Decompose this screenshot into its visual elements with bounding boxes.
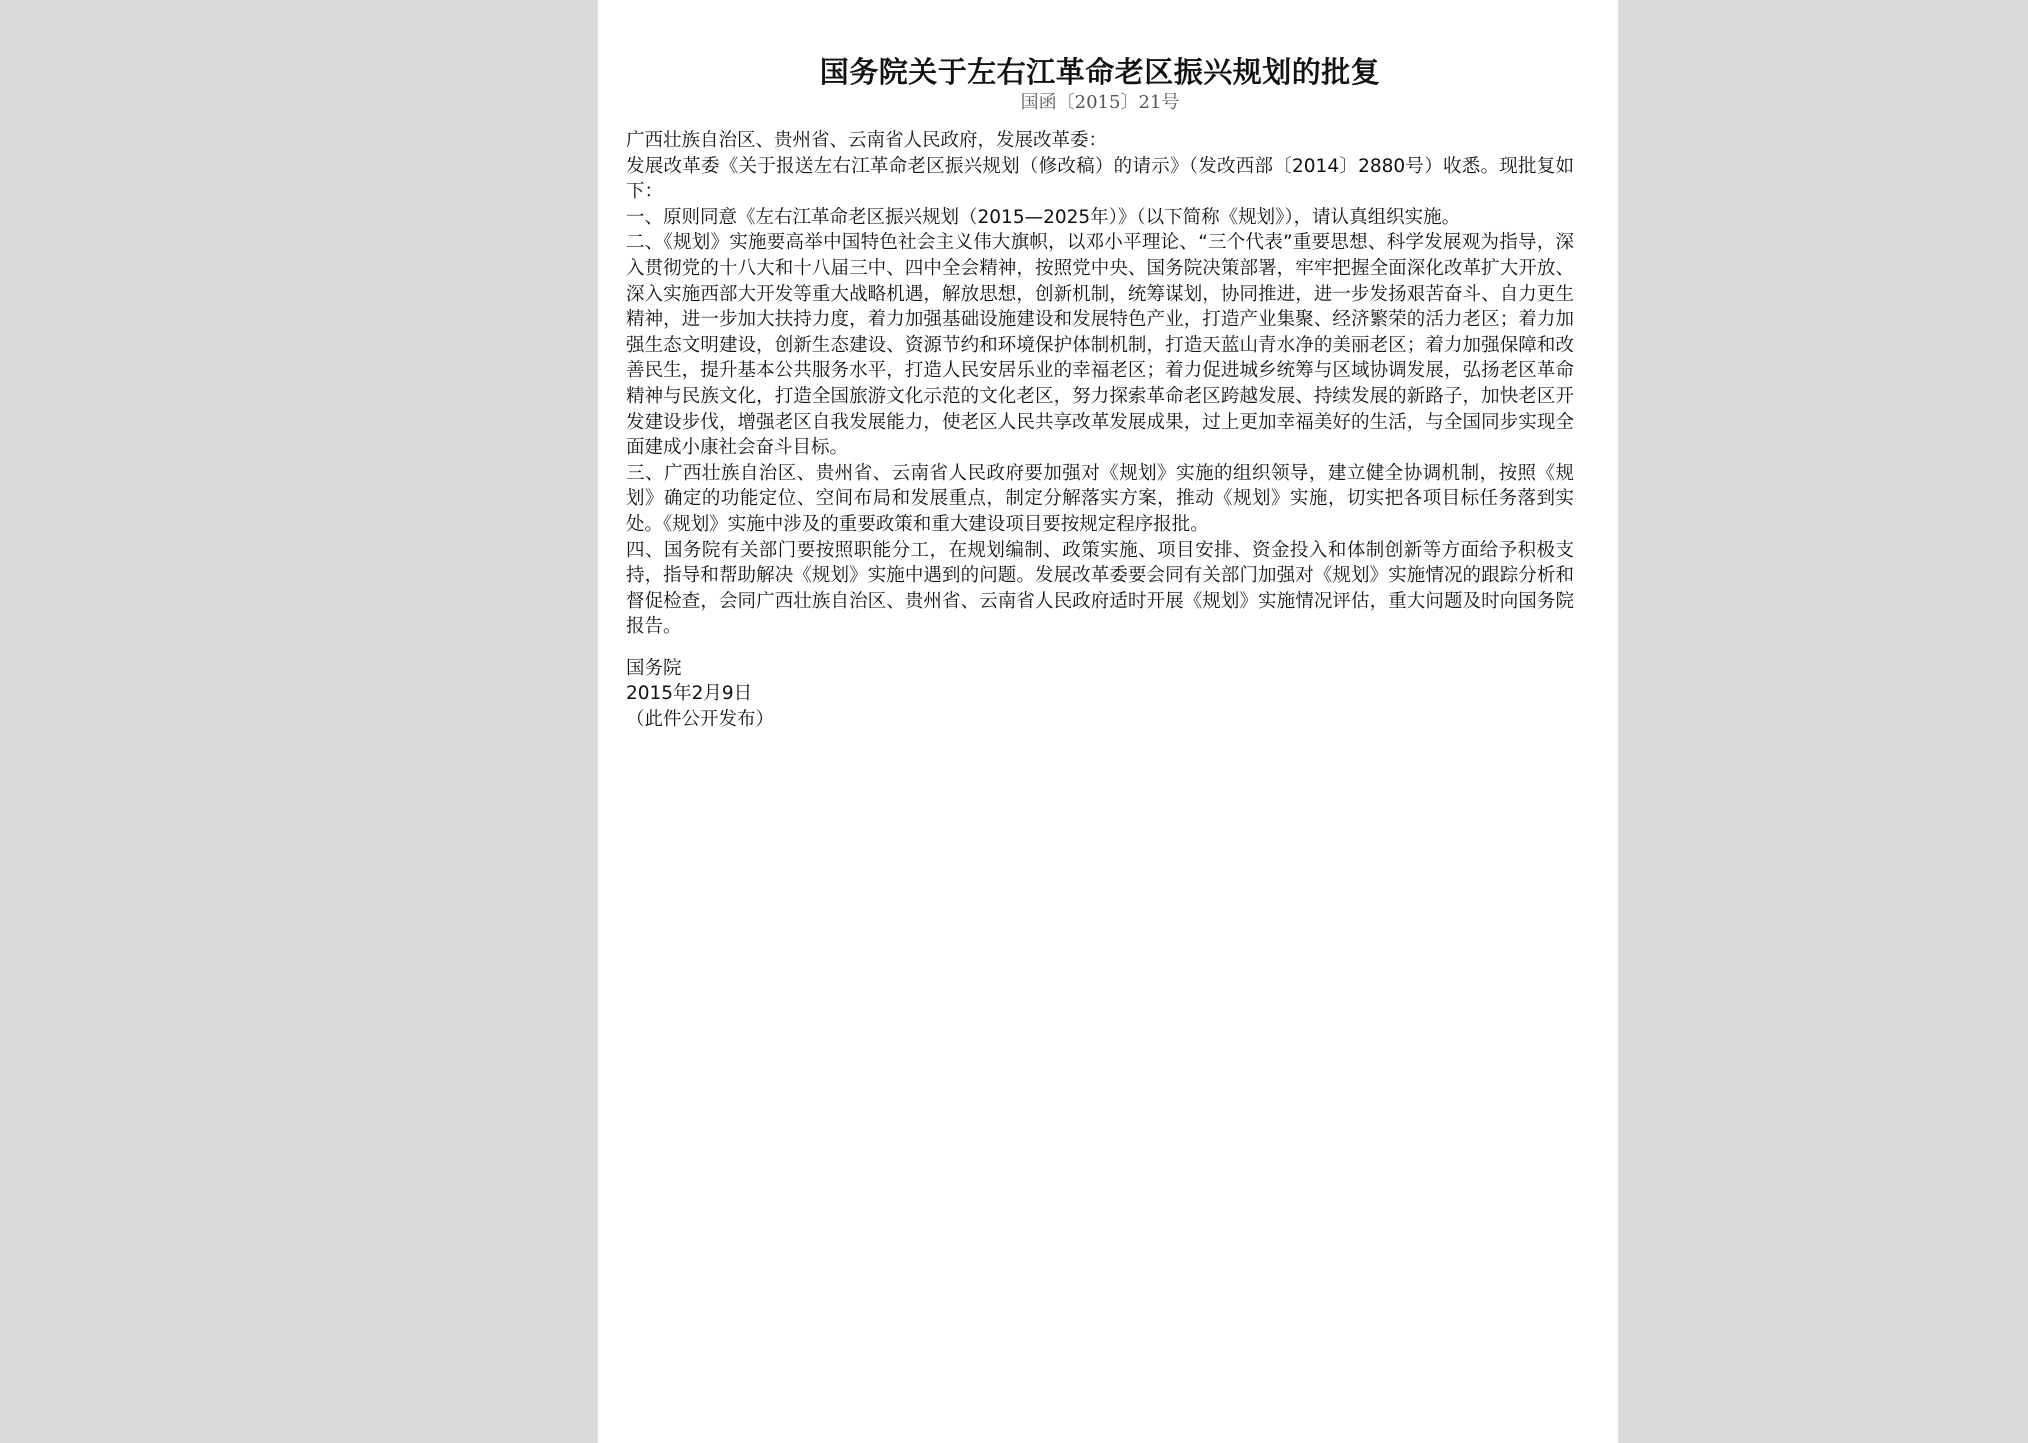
salutation: 广西壮族自治区、贵州省、云南省人民政府，发展改革委： — [626, 130, 1108, 151]
document-number: 国函〔2015〕21号 — [1020, 92, 1180, 113]
signature-block — [626, 656, 1574, 733]
body-paragraph: 一、原则同意《左右江革命老区振兴规划（2015—2025年）》（以下简称《规划》），请认真组织实施。 — [626, 206, 1461, 228]
body-paragraph: 发展改革委《关于报送左右江革命老区振兴规划（修改稿）的请示》（发改西部〔2014〕2880号）收悉。现批复如下： — [626, 155, 1574, 203]
issue-date: 2015年2月9日 — [626, 683, 753, 705]
document-page — [598, 0, 1618, 1443]
body-paragraph: 四、国务院有关部门要按照职能分工，在规划编制、政策实施、项目安排、资金投入和体制创新等方面给予积极支持，指导和帮助解决《规划》实施中遇到的问题。发展改革委要会同有关部门加强对《规划》实施情况的跟踪分析和督促检查，会同广西壮族自治区、贵州省、云南省人民政府适时开展《规划》实施情况评估，重大问题及时向国务院报告。 — [626, 539, 1574, 638]
body-paragraph: 二、《规划》实施要高举中国特色社会主义伟大旗帜，以邓小平理论、“三个代表”重要思想、科学发展观为指导，深入贯彻党的十八大和十八届三中、四中全会精神，按照党中央、国务院决策部署，牢牢把握全面深化改革扩大开放、深入实施西部大开发等重大战略机遇，解放思想，创新机制，统筹谋划，协同推进，进一步发扬艰苦奋斗、自力更生精神，进一步加大扶持力度，着力加强基础设施建设和发展特色产业，打造产业集聚、经济繁荣的活力老区；着力加强生态文明建设，创新生态建设、资源节约和环境保护体制机制，打造天蓝山青水净的美丽老区；着力加强保障和改善民生，提升基本公共服务水平，打造人民安居乐业的幸福老区；着力促进城乡统筹与区域协调发展，弘扬老区革命精神与民族文化，打造全国旅游文化示范的文化老区，努力探索革命老区跨越发展、持续发展的新路子，加快老区开发建设步伐，增强老区自我发展能力，使老区人民共享改革发展成果，过上更加幸福美好的生活，与全国同步实现全面建成小康社会奋斗目标。 — [626, 232, 1574, 459]
issuer: 国务院 — [626, 657, 682, 679]
document-title: 国务院关于左右江革命老区振兴规划的批复 — [819, 55, 1381, 89]
document-body — [626, 128, 1574, 640]
body-paragraph: 三、广西壮族自治区、贵州省、云南省人民政府要加强对《规划》实施的组织领导，建立健全协调机制，按照《规划》确定的功能定位、空间布局和发展重点，制定分解落实方案，推动《规划》实施，切实把各项目标任务落到实处。《规划》实施中涉及的重要政策和重大建设项目要按规定程序报批。 — [626, 462, 1574, 535]
publication-note: （此件公开发布） — [626, 709, 775, 731]
